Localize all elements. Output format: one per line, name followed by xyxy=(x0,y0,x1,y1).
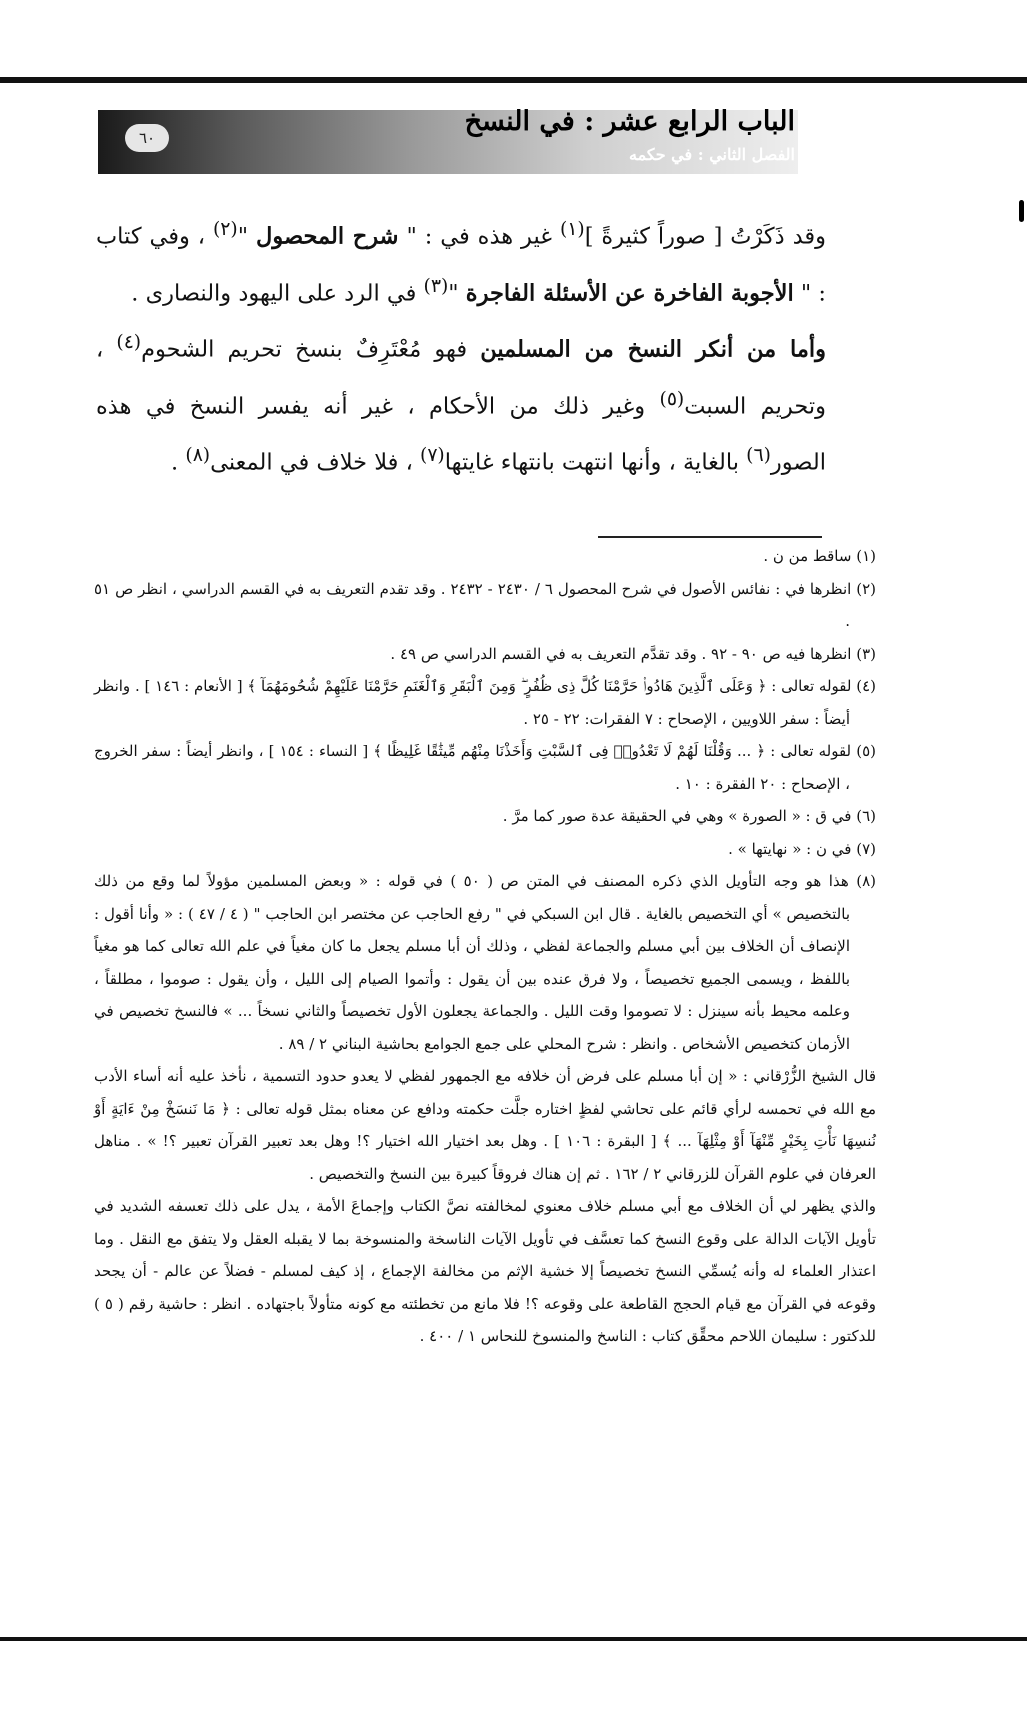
page-number: ٦٠ xyxy=(125,124,169,152)
paragraph-1: وقد ذَكَرْتُ [ صوراً كثيرةً ]$^{(١)}$ غير هذه في : " شرح المحصول "$^{(٢)}$ ، وفي كتاب : " الأجوبة الفاخرة عن الأسئلة الفاجرة "$^{(٣)}$ في الرد على اليهود والنصارى . xyxy=(96,219,826,306)
footnote-2: (٢) انظرها في : نفائس الأصول في شرح المحصول ٦ / ٢٤٣٠ - ٢٤٣٢ . وقد تقدم التعريف به في القسم الدراسي ، انظر ص ٥١ . xyxy=(94,579,877,630)
footnote-3: (٣) انظرها فيه ص ٩٠ - ٩٢ . وقد تقدَّم التعريف به في القسم الدراسي ص ٤٩ . xyxy=(390,644,876,663)
book-title: شرح المحصول xyxy=(255,223,399,250)
footnote-4: (٤) لقوله تعالى : ﴿ وَعَلَى ٱلَّذِينَ هَادُوا۟ حَرَّمْنَا كُلَّ ذِى ظُفُرٍ ۖ وَمِنَ ٱلْبَقَرِ وَٱلْغَنَمِ حَرَّمْنَا عَلَيْهِمْ شُحُومَهُمَآ ﴾ [ الأنعام : ١٤٦ ] . وانظر أيضاً : سفر اللاويين ، الإصحاح : ٧ الفقرات: ٢٢ - ٢٥ . xyxy=(94,677,877,728)
footnote-ref[interactable]: (١) xyxy=(559,219,585,240)
footnote-7: (٧) في ن : « نهايتها » . xyxy=(728,839,876,858)
footnote-6: (٦) في ق : « الصورة » وهي في الحقيقة عدة صور كما مرَّ . xyxy=(502,807,876,825)
section-title: الفصل الثاني : في حكمه xyxy=(629,145,795,164)
footnote-ref[interactable]: (٤) xyxy=(116,332,142,353)
footnote-ref[interactable]: (٣) xyxy=(423,275,449,297)
main-text xyxy=(96,205,826,488)
footnote-1: (١) ساقط من ن . xyxy=(763,547,876,565)
chapter-title: الباب الرابع عشر : في النسخ xyxy=(464,106,795,137)
paragraph-2: وأما من أنكر النسخ من المسلمين فهو مُعْتَرِفٌ بنسخ تحريم الشحوم$^{(٤)}$ ، وتحريم السبت$^{(٥)}$ وغير ذلك من الأحكام ، غير أنه يفسر النسخ في هذه الصور$^{(٦)}$ بالغاية ، وأنها انتهت بانتهاء غايتها$^{(٧)}$ ، فلا خلاف في المعنى$^{(٨)}$ . xyxy=(96,332,826,476)
top-rule xyxy=(0,77,1027,83)
footnote-ref[interactable]: (٨) xyxy=(185,445,211,466)
book-title: الأجوبة الفاخرة عن الأسئلة الفاجرة xyxy=(465,280,794,306)
footnotes xyxy=(94,540,876,1353)
footnote-ref[interactable]: (٧) xyxy=(419,445,445,466)
footnote-8: (٨) هذا هو وجه التأويل الذي ذكره المصنف في المتن ص ( ٥٠ ) في قوله : « وبعض المسلمين مؤولاً لما وقع من ذلك بالتخصيص » أي التخصيص بالغاية . قال ابن السبكي في " رفع الحاجب عن مختصر ابن الحاجب " ( ٤ / ٤٧ ) : « وأنا أقول : الإنصاف أن الخلاف بين أبي مسلم والجماعة لفظي ، وذلك أن أبا مسلم يجعل ما كان مغياً في علم الله تعالى كما هو مغياً باللفظ ، ويسمى الجميع تخصيصاً ، ولا فرق عنده بين أن يقول : وأتموا الصيام إلى الليل ، وأن يقول : صوموا ، مطلقاً ، وعلمه محيط بأنه سينزل : لا تصوموا وقت الليل . والجماعة يجعلون الأول تخصيصاً والثاني نسخاً ... » فالنسخ تخصيص في الأزمان كتخصيص الأشخاص . وانظر : شرح المحلي على جمع الجوامع بحاشية البناني ٢ / ٨٩ . xyxy=(94,872,876,1053)
bottom-rule xyxy=(0,1637,1027,1641)
footnote-8-continued: قال الشيخ الزُّرْقاني : « إن أبا مسلم على فرض أن خلافه مع الجمهور لفظي لا يعدو حدود التسمية ، نأخذ عليه أنه أساء الأدب مع الله في تحمسه لرأي قائم على تحاشي لفظٍ اختاره جلَّت حكمته ودافع عن معناه بمثل قوله تعالى : ﴿ مَا نَنسَخْ مِنْ ءَايَةٍ أَوْ نُنسِهَا نَأْتِ بِخَيْرٍ مِّنْهَآ أَوْ مِثْلِهَآ ... ﴾ [ البقرة : ١٠٦ ] . وهل بعد اختيار الله اختيار ؟! وهل بعد تعبير القرآن تعبير ؟! » . مناهل العرفان في علوم القرآن للزرقاني ٢ / ١٦٢ . ثم إن هناك فروقاً كبيرة بين النسخ والتخصيص . xyxy=(94,1067,876,1183)
bold-phrase: وأما من أنكر النسخ من المسلمين xyxy=(480,336,826,363)
footnote-separator xyxy=(598,536,822,538)
footnote-ref[interactable]: (٢) xyxy=(212,219,238,240)
margin-mark xyxy=(1019,200,1024,222)
footnote-ref[interactable]: (٦) xyxy=(746,445,771,466)
footnote-5: (٥) لقوله تعالى : ﴿ ... وَقُلْنَا لَهُمْ لَا تَعْدُوا۟ فِى ٱلسَّبْتِ وَأَخَذْنَا مِنْهُم مِّيثَٰقًا غَلِيظًا ﴾ [ النساء : ١٥٤ ] ، وانظر أيضاً : سفر الخروج ، الإصحاح : ٢٠ الفقرة : ١٠ . xyxy=(94,742,876,793)
footnote-ref[interactable]: (٥) xyxy=(659,388,685,410)
footnote-8-conclusion: والذي يظهر لي أن الخلاف مع أبي مسلم خلاف معنوي لمخالفته نصَّ الكتاب وإجماعَ الأمة ، يدل على ذلك تعسفه الشديد في تأويل الآيات الدالة على وقوع النسخ كما تعسَّف في تأويل الآيات الناسخة والمنسوخة بما لا يقبله العقل ولا يتفق مع النقل . وما اعتذار العلماء له وأنه يُسمِّي النسخ تخصيصاً إلا خشية الإثم من مخالفة الإجماع ، إذ كيف لمسلم - فضلاً عن عالم - أن يجحد وقوعه في القرآن مع قيام الحجج القاطعة على وقوعه ؟! فلا مانع من تخطئته مع كونه متأولاً باجتهاده . انظر : حاشية رقم ( ٥ ) للدكتور : سليمان اللاحم محقِّق كتاب : الناسخ والمنسوخ للنحاس ١ / ٤٠٠ . xyxy=(94,1197,876,1345)
